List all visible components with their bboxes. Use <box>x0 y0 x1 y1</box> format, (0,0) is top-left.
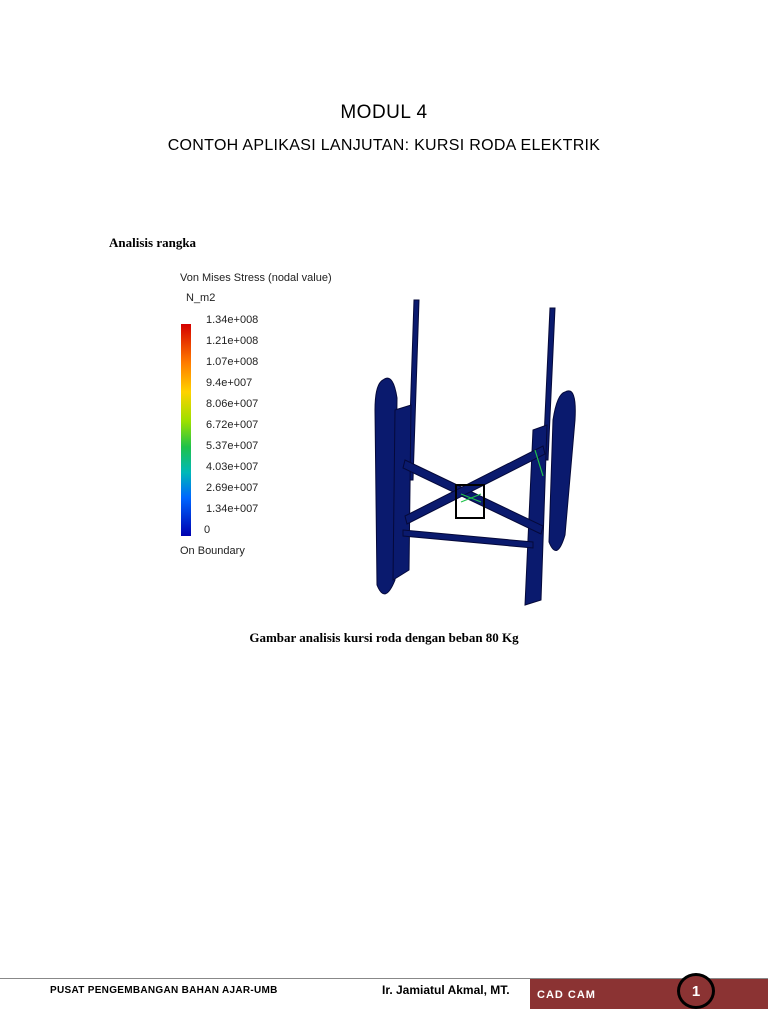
footer-course-label: CAD CAM <box>537 989 596 1001</box>
figure-caption: Gambar analisis kursi roda dengan beban 80 Kg <box>249 630 519 645</box>
legend-tick: 8.06e+007 <box>206 398 259 410</box>
legend-title: Von Mises Stress (nodal value) <box>180 272 332 284</box>
legend-tick: 0 <box>204 524 211 536</box>
page-number-badge: 1 <box>677 973 715 1009</box>
stress-colorbar <box>181 324 191 536</box>
legend-tick: 1.34e+008 <box>206 314 259 326</box>
legend-tick: 1.21e+008 <box>206 335 259 347</box>
legend-tick: 2.69e+007 <box>206 482 259 494</box>
page-title: MODUL 4 <box>340 102 428 123</box>
footer-institution: PUSAT PENGEMBANGAN BAHAN AJAR-UMB <box>50 985 278 996</box>
right-wheel <box>549 391 575 551</box>
legend-tick: 4.03e+007 <box>206 461 259 473</box>
page-subtitle: CONTOH APLIKASI LANJUTAN: KURSI RODA ELEKTRIK <box>167 137 601 154</box>
legend-unit: N_m2 <box>186 292 216 304</box>
legend-tick: 1.07e+008 <box>206 356 259 368</box>
footer-course-band <box>530 979 768 1009</box>
footer-author: Ir. Jamiatul Akmal, MT. <box>382 983 510 997</box>
legend-boundary-label: On Boundary <box>180 545 245 557</box>
section-heading: Analisis rangka <box>109 235 197 250</box>
legend-tick: 1.34e+007 <box>206 503 259 515</box>
stress-analysis-figure <box>170 268 600 618</box>
legend-tick: 9.4e+007 <box>206 377 253 389</box>
wheelchair-frame-model <box>365 280 595 615</box>
legend-tick: 6.72e+007 <box>206 419 259 431</box>
legend-tick: 5.37e+007 <box>206 440 259 452</box>
